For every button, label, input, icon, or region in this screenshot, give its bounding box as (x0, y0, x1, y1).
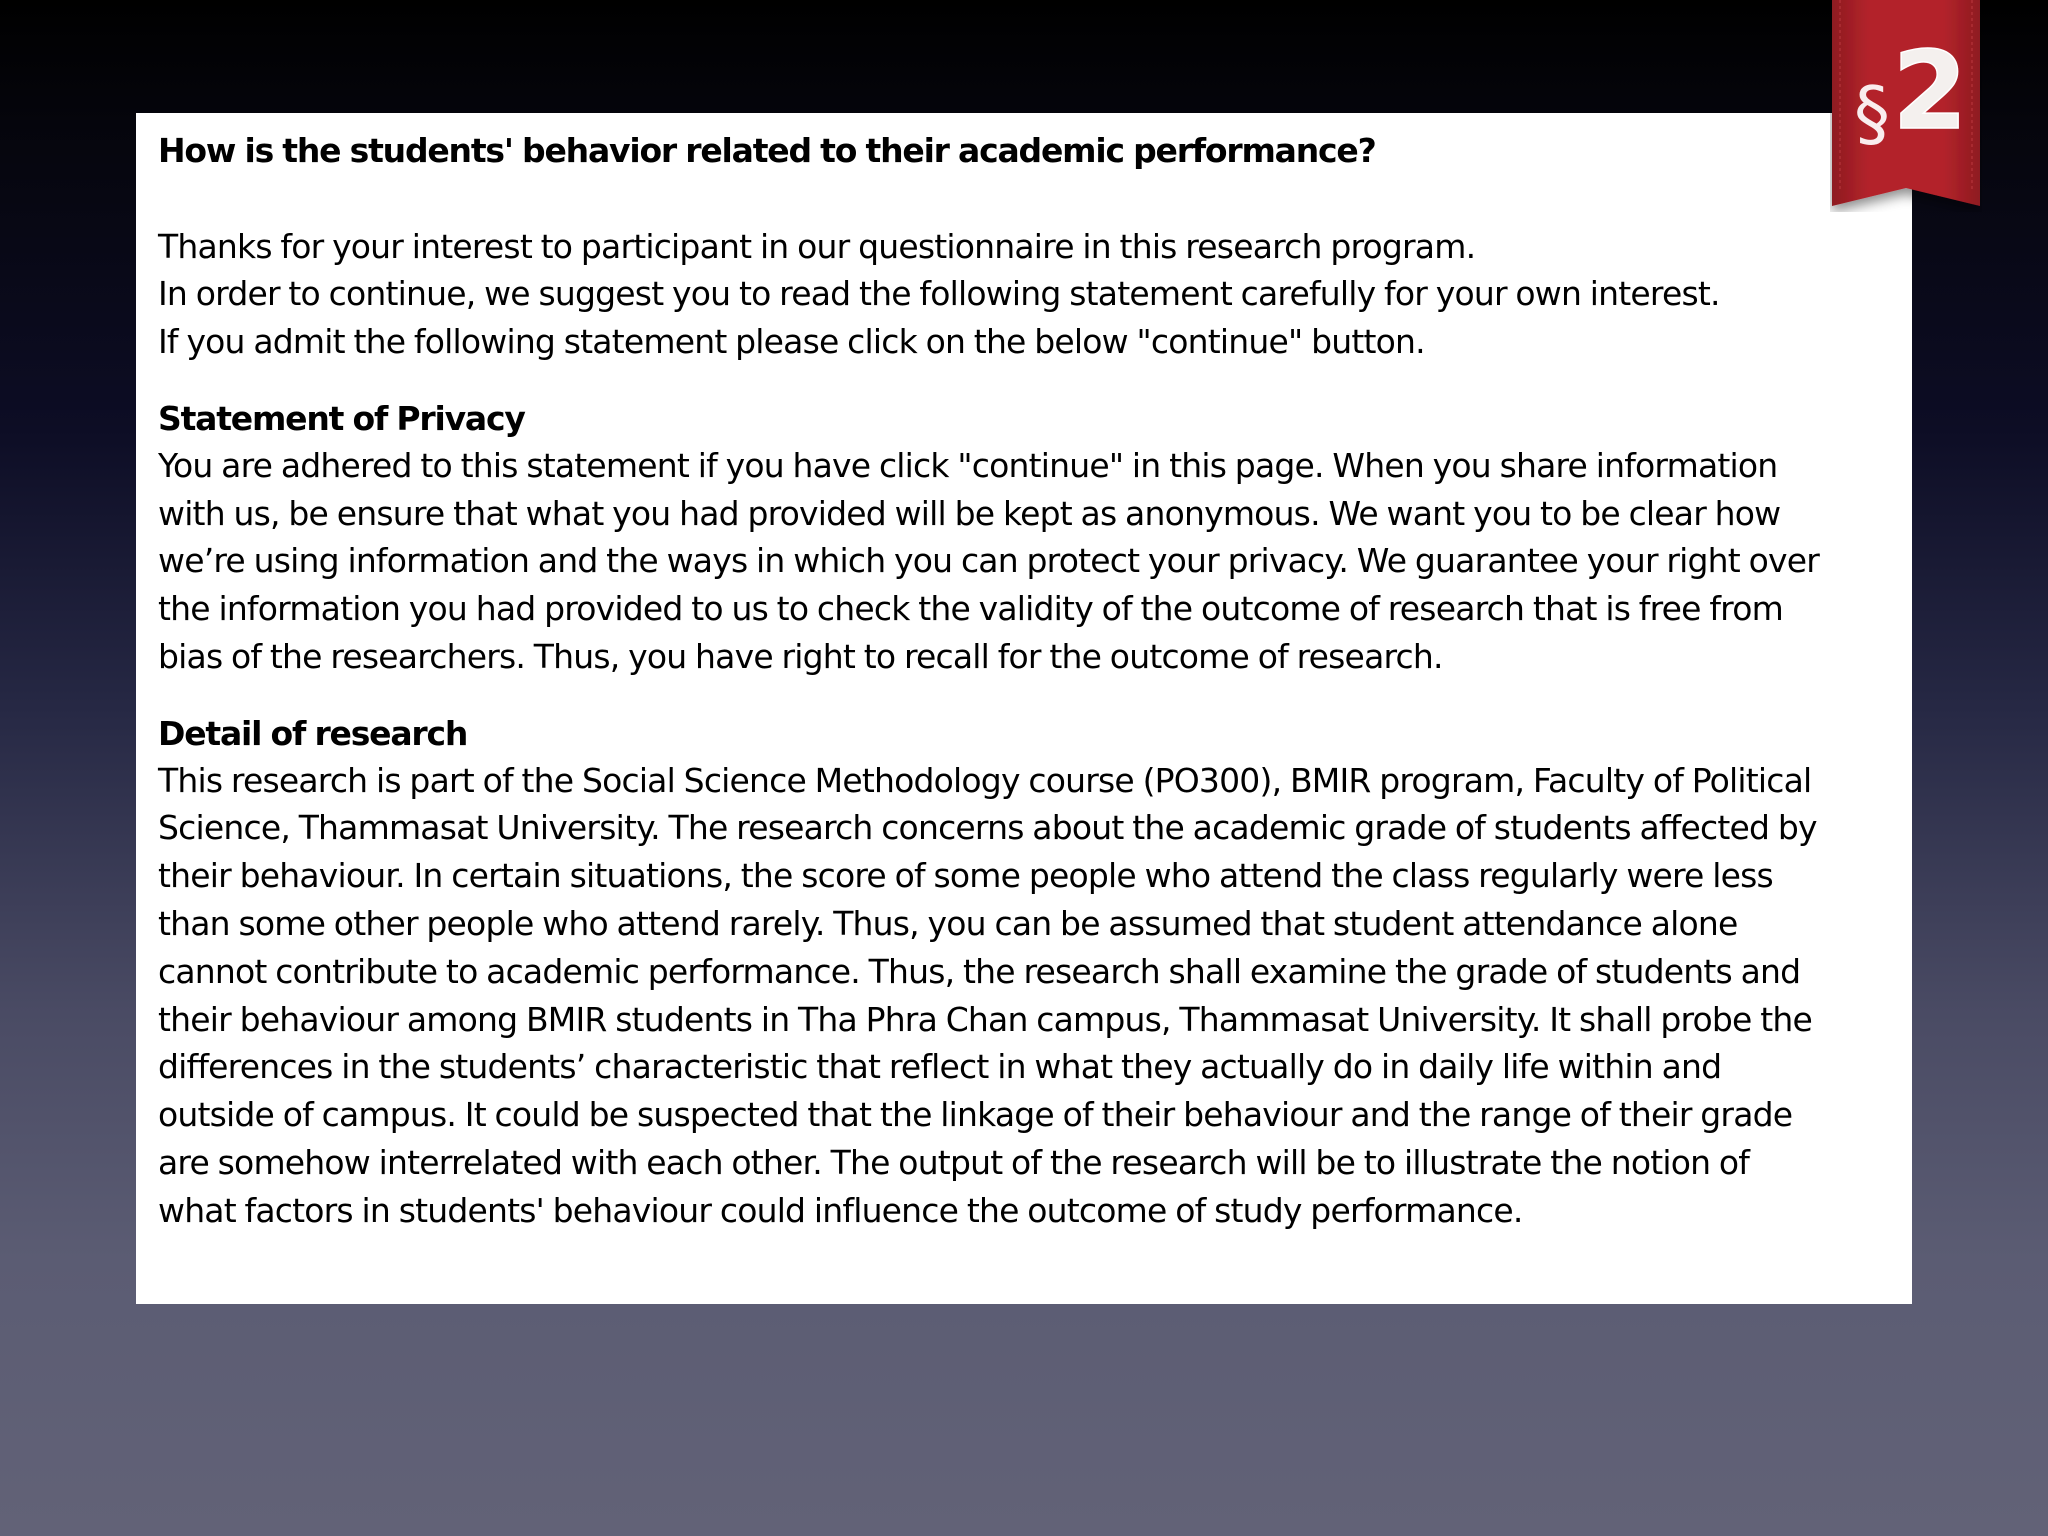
privacy-line: You are adhered to this statement if you have click "continue" in this page. When you share information (158, 445, 1778, 485)
section-ribbon-icon (1830, 0, 1982, 212)
document-title: How is the students' behavior related to their academic performance? (158, 131, 1376, 170)
privacy-line: with us, be ensure that what you had provided will be kept as anonymous. We want you to be clear how (158, 493, 1781, 533)
research-heading: Detail of research (158, 713, 468, 753)
spacer (158, 175, 1892, 223)
intro-line: If you admit the following statement please click on the below "continue" button. (158, 322, 1425, 362)
research-line: outside of campus. It could be suspected that the linkage of their behaviour and the range of their grade (158, 1095, 1793, 1135)
research-line: their behaviour. In certain situations, the score of some people who attend the class regularly were less (158, 856, 1773, 896)
ribbon-symbol: § (1854, 71, 1890, 155)
spacer (158, 681, 1892, 710)
intro-line: In order to continue, we suggest you to read the following statement carefully for your own interest. (158, 274, 1720, 314)
research-line: cannot contribute to academic performance. Thus, the research shall examine the grade of students and (158, 951, 1801, 991)
privacy-body (158, 442, 1892, 681)
research-line: Science, Thammasat University. The research concerns about the academic grade of students affected by (158, 808, 1817, 848)
research-line: what factors in students' behaviour could influence the outcome of study performance. (158, 1190, 1523, 1230)
privacy-line: we’re using information and the ways in which you can protect your privacy. We guarantee your right over (158, 541, 1820, 581)
intro-line: Thanks for your interest to participant in our questionnaire in this research program. (158, 226, 1476, 266)
spacer (158, 366, 1892, 395)
document-card (136, 113, 1912, 1304)
privacy-line: the information you had provided to us to check the validity of the outcome of research that is free from (158, 589, 1783, 629)
privacy-heading: Statement of Privacy (158, 398, 525, 438)
research-line: differences in the students’ characteristic that reflect in what they actually do in daily life within and (158, 1047, 1722, 1087)
privacy-line: bias of the researchers. Thus, you have right to recall for the outcome of research. (158, 636, 1443, 676)
research-line: are somehow interrelated with each other. The output of the research will be to illustrate the notion of (158, 1142, 1750, 1182)
research-line: This research is part of the Social Science Methodology course (PO300), BMIR program, Faculty of Political (158, 760, 1812, 800)
research-body (158, 757, 1892, 1235)
ribbon-number: 2 (1892, 29, 1968, 154)
research-line: their behaviour among BMIR students in Tha Phra Chan campus, Thammasat University. It shall probe the (158, 999, 1813, 1039)
research-line: than some other people who attend rarely. Thus, you can be assumed that student attendance alone (158, 903, 1738, 943)
